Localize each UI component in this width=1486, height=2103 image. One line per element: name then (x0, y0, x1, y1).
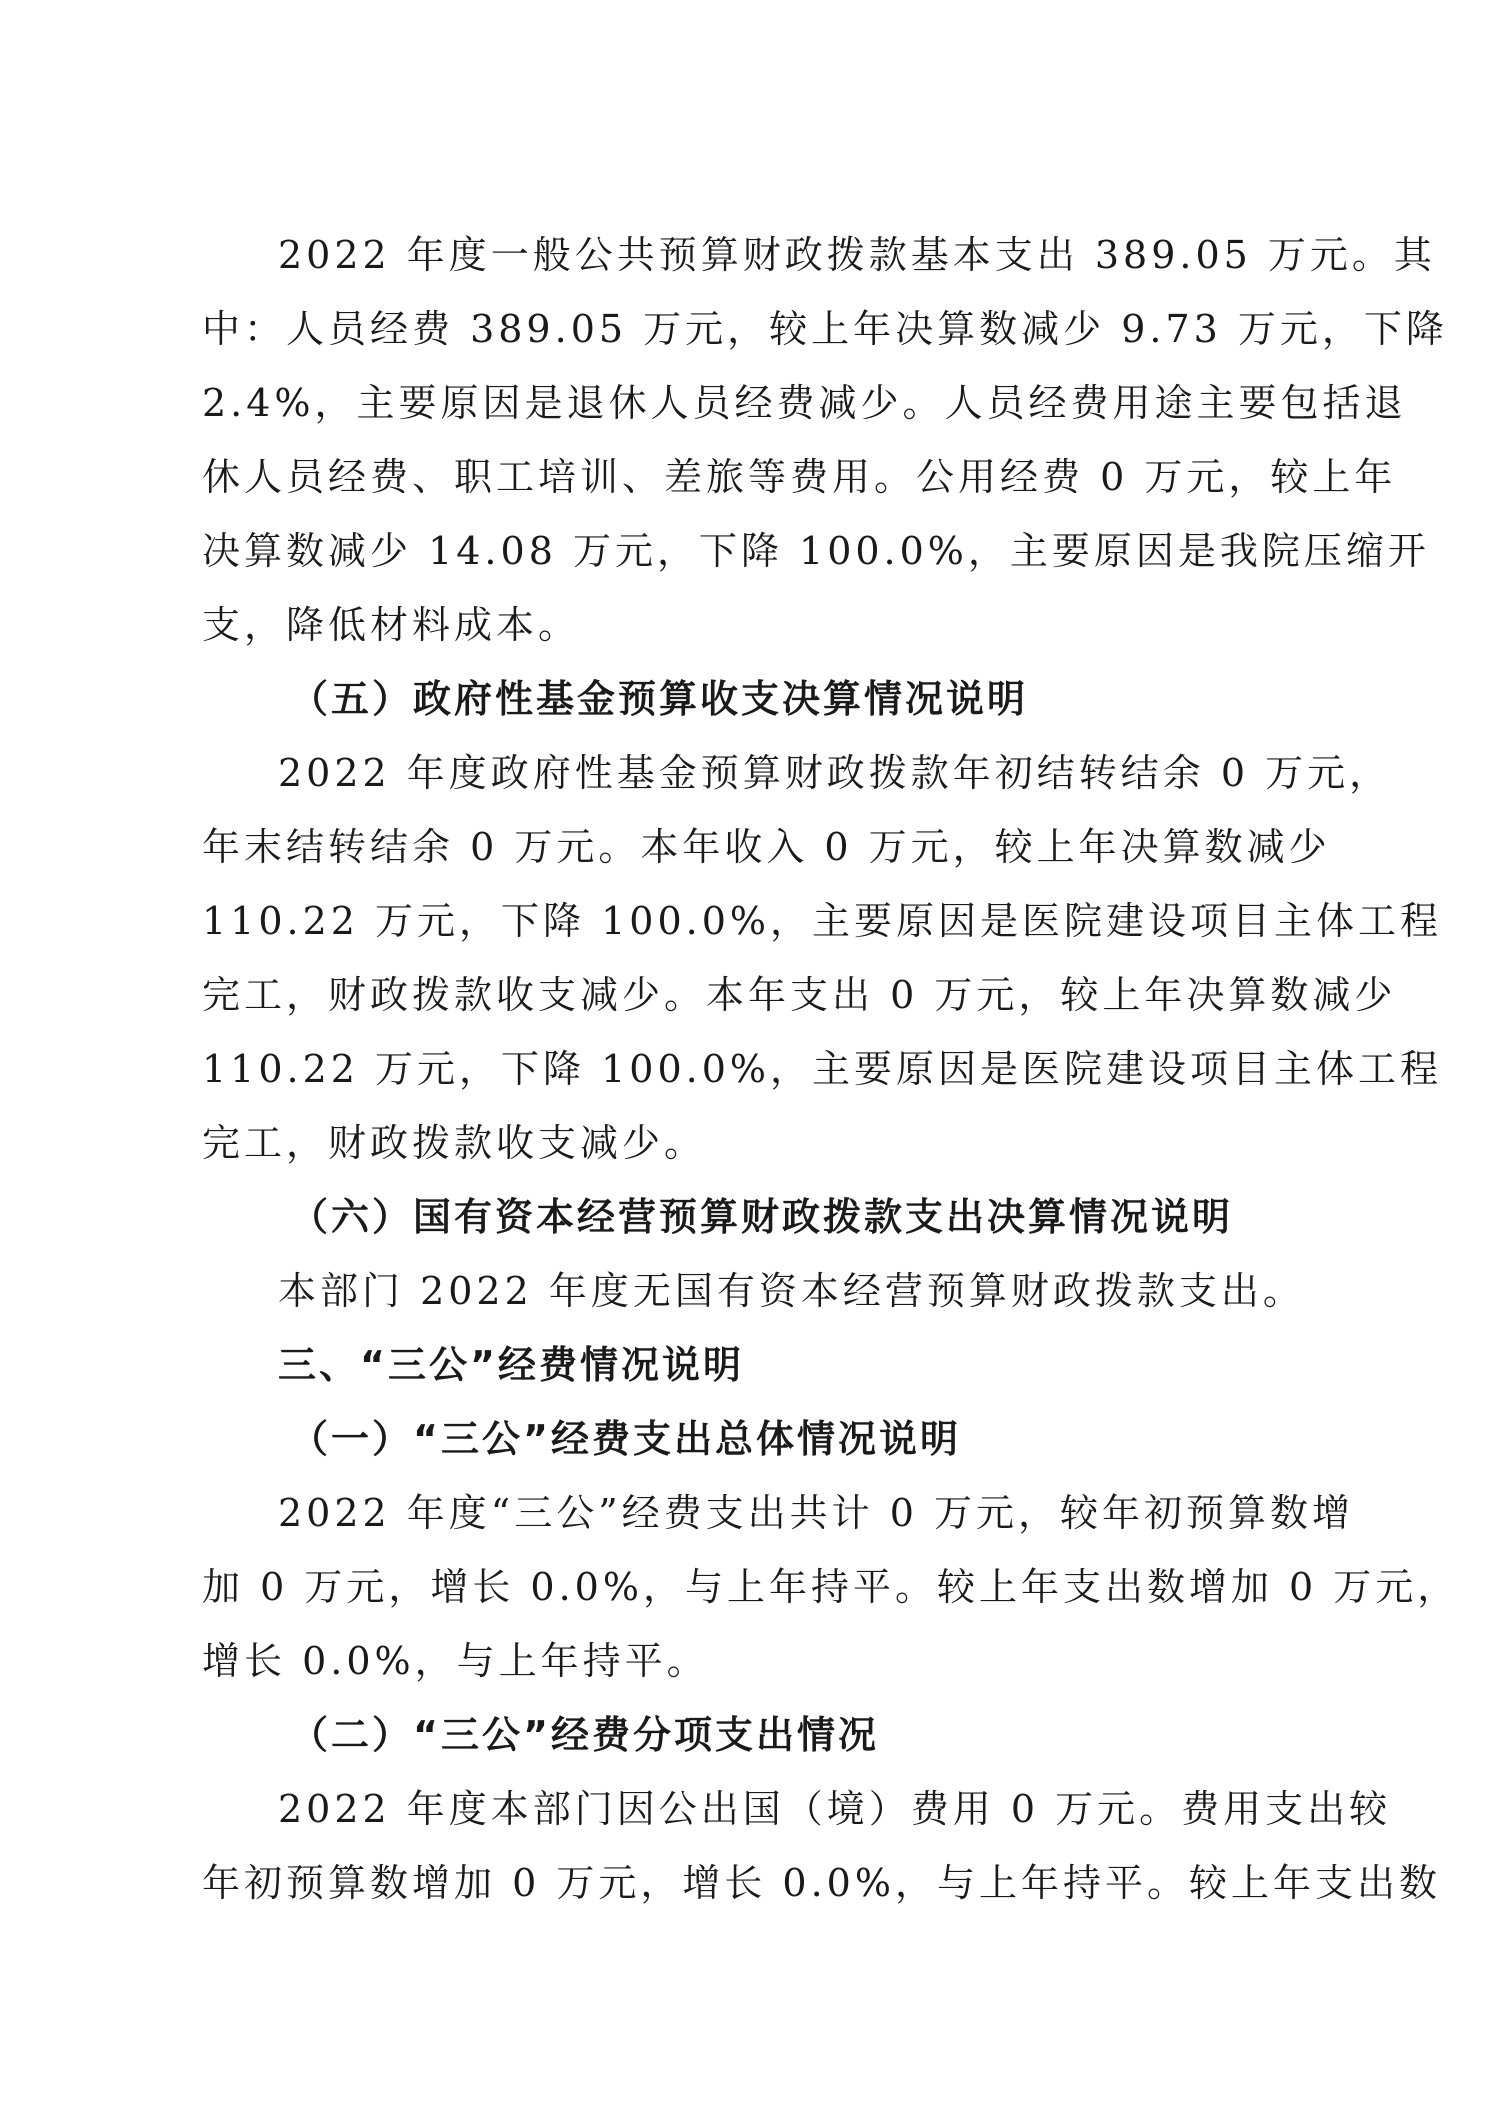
paragraph-line: 完工，财政拨款收支减少。 (202, 1121, 707, 1165)
section-subheading: （五）政府性基金预算收支决算情况说明 (290, 677, 1029, 721)
section-heading: 三、“三公”经费情况说明 (278, 1343, 744, 1387)
paragraph-line: 加 0 万元，增长 0.0%，与上年持平。较上年支出数增加 0 万元， (202, 1565, 1460, 1609)
paragraph-line: 110.22 万元，下降 100.0%，主要原因是医院建设项目主体工程 (202, 1047, 1443, 1091)
paragraph-line: 本部门 2022 年度无国有资本经营预算财政拨款支出。 (278, 1269, 1305, 1313)
paragraph-line: 年初预算数增加 0 万元，增长 0.0%，与上年持平。较上年支出数 (202, 1861, 1441, 1905)
paragraph-line: 年末结转结余 0 万元。本年收入 0 万元，较上年决算数减少 (202, 825, 1331, 869)
paragraph-line: 110.22 万元，下降 100.0%，主要原因是医院建设项目主体工程 (202, 899, 1443, 943)
document-body (202, 218, 1460, 1920)
paragraph-line: 增长 0.0%，与上年持平。 (202, 1639, 709, 1683)
paragraph-line: 休人员经费、职工培训、差旅等费用。公用经费 0 万元，较上年 (202, 455, 1397, 499)
paragraph-line: 支，降低材料成本。 (202, 603, 581, 647)
paragraph-line: 2022 年度“三公”经费支出共计 0 万元，较年初预算数增 (278, 1491, 1354, 1535)
section-subheading: （六）国有资本经营预算财政拨款支出决算情况说明 (290, 1195, 1234, 1239)
paragraph-line: 决算数减少 14.08 万元，下降 100.0%，主要原因是我院压缩开 (202, 529, 1430, 573)
paragraph-line: 2022 年度一般公共预算财政拨款基本支出 389.05 万元。其 (278, 233, 1436, 277)
section-subheading: （二）“三公”经费分项支出情况 (290, 1713, 879, 1757)
paragraph-line: 2.4%，主要原因是退休人员经费减少。人员经费用途主要包括退 (202, 381, 1407, 425)
section-subheading: （一）“三公”经费支出总体情况说明 (290, 1417, 961, 1461)
paragraph-line: 2022 年度政府性基金预算财政拨款年初结转结余 0 万元， (278, 751, 1392, 795)
paragraph-line: 中：人员经费 389.05 万元，较上年决算数减少 9.73 万元，下降 (202, 307, 1448, 351)
paragraph-line: 2022 年度本部门因公出国（境）费用 0 万元。费用支出较 (278, 1787, 1392, 1831)
paragraph-line: 完工，财政拨款收支减少。本年支出 0 万元，较上年决算数减少 (202, 973, 1397, 1017)
